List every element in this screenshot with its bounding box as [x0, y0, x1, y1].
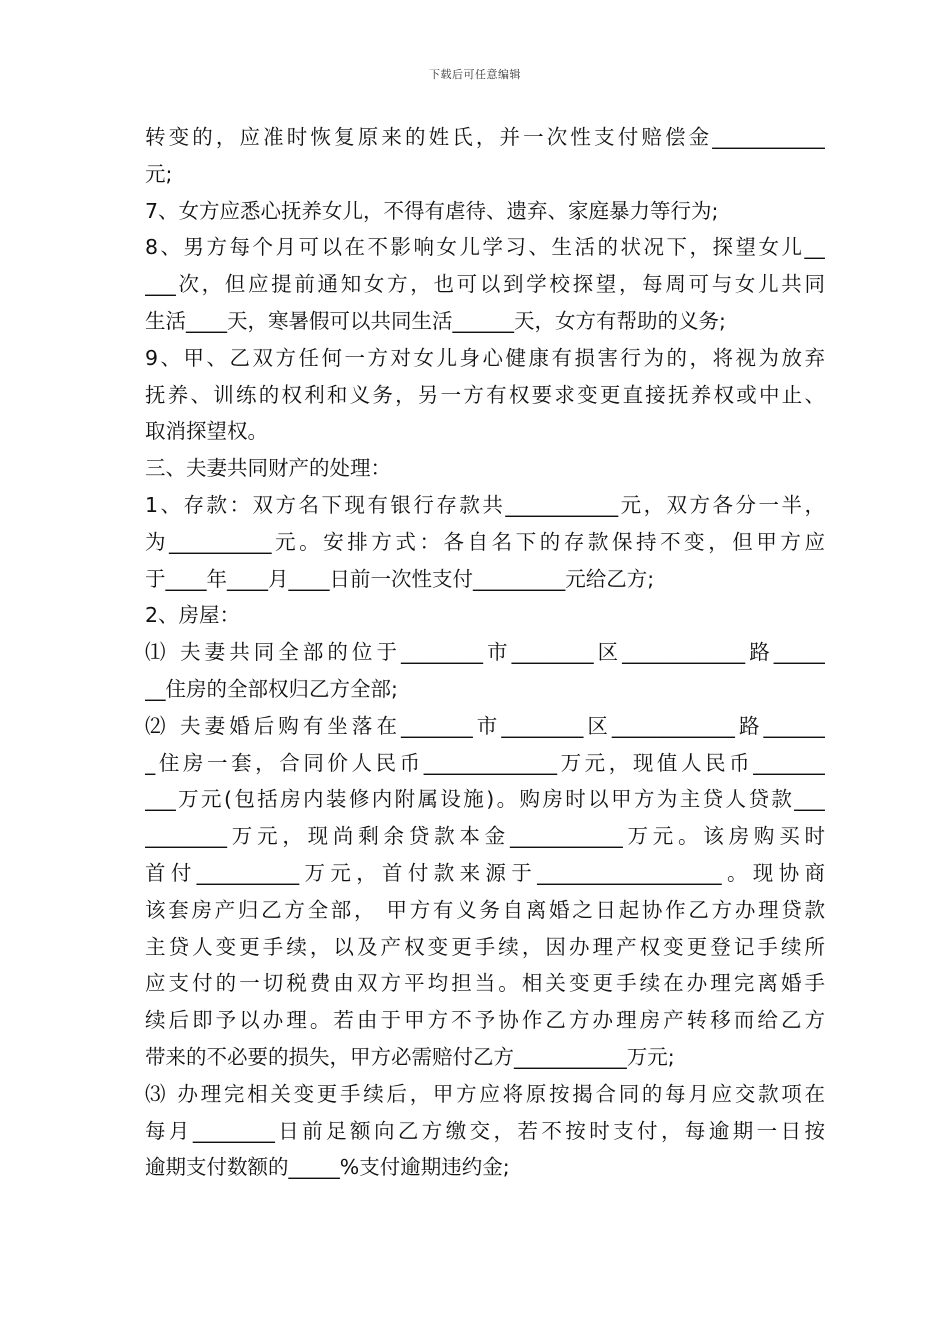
document-line: 主贷人变更手续，以及产权变更手续，因办理产权变更登记手续所: [145, 934, 825, 959]
document-line: ___万元(包括房内装修内附属设施)。购房时以甲方为主贷人贷款___: [145, 787, 825, 812]
document-line: 8、男方每个月可以在不影响女儿学习、生活的状况下，探望女儿__: [145, 235, 825, 260]
document-line: ________万元，现尚剩余贷款本金___________万元。该房购买时: [145, 824, 825, 849]
document-line: 元;: [145, 161, 173, 186]
document-line: 带来的不必要的损失，甲方必需赔付乙方___________万元;: [145, 1044, 675, 1069]
document-line: 首付__________万元，首付款来源于__________________。现协商: [145, 860, 825, 885]
document-line: 于____年____月____日前一次性支付_________元给乙方;: [145, 566, 655, 591]
document-line: ⑵ 夫妻婚后购有坐落在_______市________区____________路______: [145, 713, 825, 738]
document-line: 应支付的一切税费由双方平均担当。相关变更手续在办理完离婚手: [145, 971, 825, 996]
document-line: 三、夫妻共同财产的处理：: [145, 456, 391, 481]
document-line: ⑶ 办理完相关变更手续后，甲方应将原按揭合同的每月应交款项在: [145, 1081, 825, 1106]
document-line: __住房的全部权归乙方全部;: [145, 676, 398, 701]
document-line: 7、女方应悉心抚养女儿，不得有虐待、遗弃、家庭暴力等行为;: [145, 198, 719, 223]
document-line: 生活____天，寒暑假可以共同生活______天，女方有帮助的义务;: [145, 308, 726, 333]
document-line: 取消探望权。: [145, 419, 268, 444]
document-line: ⑴ 夫妻共同全部的位于________市________区____________路_____: [145, 640, 825, 665]
page-header: 下载后可任意编辑: [429, 68, 521, 81]
document-line: 每月________日前足额向乙方缴交，若不按时支付，每逾期一日按: [145, 1118, 825, 1143]
document-line: 为__________元。安排方式：各自名下的存款保持不变，但甲方应: [145, 529, 825, 554]
document-line: 逾期支付数额的_____%支付逾期违约金;: [145, 1155, 510, 1180]
document-line: ___次，但应提前通知女方，也可以到学校探望，每周可与女儿共同: [145, 272, 825, 297]
document-line: 该套房产归乙方全部， 甲方有义务自离婚之日起协作乙方办理贷款: [145, 897, 825, 922]
document-body: [145, 119, 825, 1186]
document-line: 2、房屋：: [145, 603, 241, 628]
document-line: 转变的，应准时恢复原来的姓氏，并一次性支付赔偿金___________: [145, 125, 825, 149]
document-line: 续后即予以办理。若由于甲方不予协作乙方办理房产转移而给乙方: [145, 1008, 825, 1033]
document-line: 1、存款：双方名下现有银行存款共___________元，双方各分一半，: [145, 492, 825, 517]
document-line: 9、甲、乙双方任何一方对女儿身心健康有损害行为的，将视为放弃: [145, 345, 825, 370]
document-line: 抚养、训练的权利和义务，另一方有权要求变更直接抚养权或中止、: [145, 382, 825, 407]
document-line: _住房一套，合同价人民币_____________万元，现值人民币_______: [145, 750, 825, 775]
